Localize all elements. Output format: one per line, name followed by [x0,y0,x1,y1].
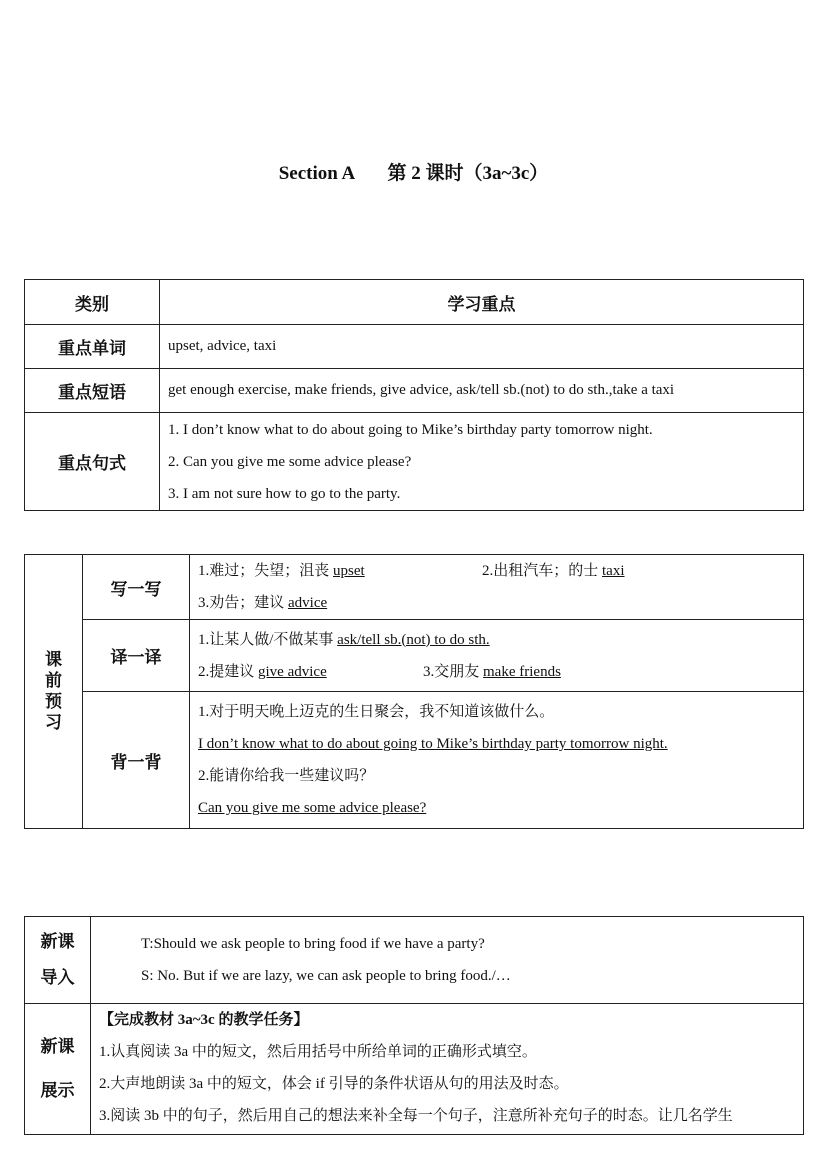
answer-blank: upset [333,563,365,579]
answer-blank: give advice [258,663,327,680]
row-label-words: 重点单词 [25,325,160,369]
show-label: 新课 展示 [25,1004,91,1135]
intro-content: T:Should we ask people to bring food if we have a party? S: No. But if we are lazy, we can ask people to bring food./… [91,917,804,1004]
lesson-table [24,916,804,1135]
answer-blank: advice [288,595,328,611]
preview-table [24,554,804,829]
answer-blank: I don’t know what to do about going to Mike’s birthday party tomorrow night. [198,736,668,752]
row-label-phrases: 重点短语 [25,369,160,413]
table-row [25,413,804,511]
key-sentences [160,413,804,511]
learning-focus-table [24,279,804,511]
answer-blank: make friends [483,663,561,680]
translate-label: 译一译 [83,620,190,692]
recite-label: 背一背 [83,692,190,829]
show-content: 【完成教材 3a~3c 的教学任务】 1.认真阅读 3a 中的短文，然后用括号中所给单词的正确形式填空。 2.大声地朗读 3a 中的短文，体会 if 引导的条件状语从句的用法及时态。 3.阅读 3b 中的句子，然后用自己的想法来补全每一个句子，注意所补充句子的时态。让几名学生 [91,1004,804,1135]
key-phrases: get enough exercise, make friends, give advice, ask/tell sb.(not) to do sth.,take a taxi [160,369,804,413]
row-label-sentences: 重点句式 [25,413,160,511]
page-title: Section A 第 2 课时（3a~3c） [278,163,549,184]
sentence-line: 2. Can you give me some advice please? [168,453,412,470]
write-label: 写一写 [83,555,190,620]
sentence-line: 1. I don’t know what to do about going to Mike’s birthday party tomorrow night. [168,421,653,438]
answer-blank: Can you give me some advice please? [198,800,427,816]
intro-label: 新课 导入 [25,917,91,1004]
table-row [25,369,804,413]
key-words: upset, advice, taxi [160,325,804,369]
translate-content: 1.让某人做/不做某事 ask/tell sb.(not) to do sth. 2.提建议 give advice 3.交朋友 make friends [190,620,804,692]
task-heading: 【完成教材 3a~3c 的教学任务】 [99,1012,309,1028]
answer-blank: ask/tell sb.(not) to do sth. [337,631,490,648]
preview-side-label: 课 前 预 习 [25,555,83,829]
header-focus: 学习重点 [160,280,804,325]
answer-blank: taxi [602,563,625,579]
header-category: 类别 [25,280,160,325]
table-row [25,325,804,369]
recite-content: 1.对于明天晚上迈克的生日聚会，我不知道该做什么。 I don’t know what to do about going to Mike’s birthday party tomorrow night. 2.能请你给我一些建议吗？ Can you give me some advice please? [190,692,804,829]
sentence-line: 3. I am not sure how to go to the party. [168,485,401,502]
write-content: 1.难过；失望；沮丧 upset 2.出租汽车；的士 taxi 3.劝告；建议 advice [190,555,804,620]
